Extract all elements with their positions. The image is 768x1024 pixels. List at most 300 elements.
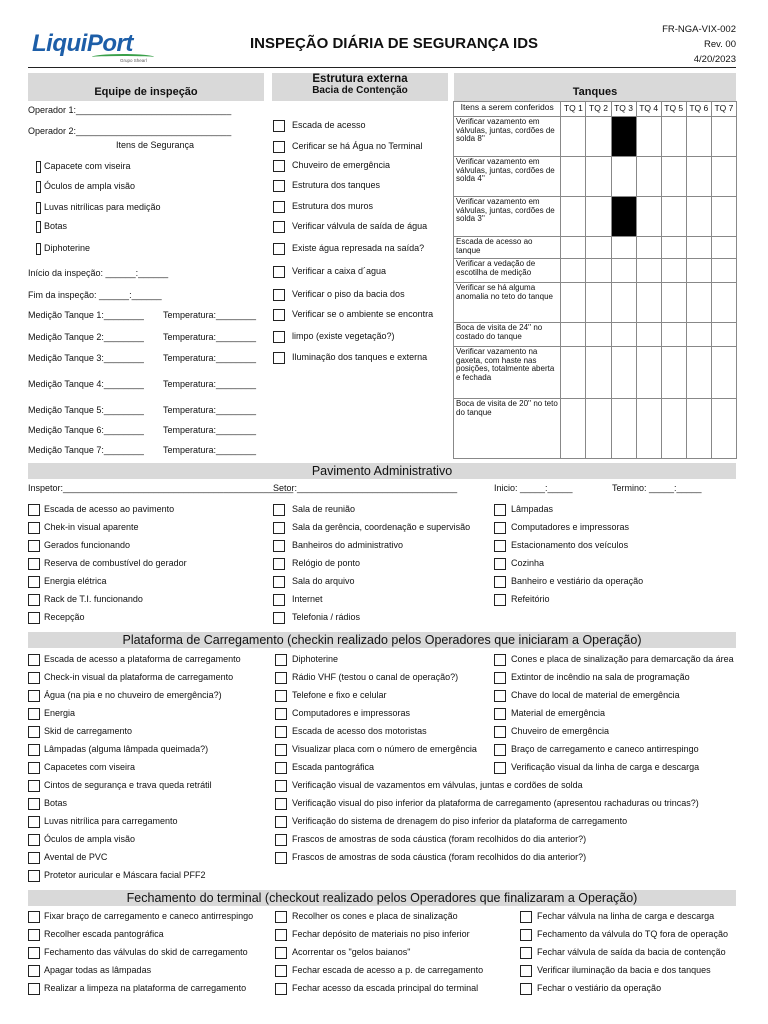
checkbox[interactable]	[494, 762, 506, 774]
tank-row-text: Verificar se há alguma anomalia no teto do tanque	[456, 283, 553, 301]
tank-cell[interactable]	[711, 347, 736, 399]
checkbox[interactable]	[28, 540, 40, 552]
checklist-label: Recolher os cones e placa de sinalização	[292, 911, 458, 921]
checkbox[interactable]	[273, 331, 285, 343]
tank-cell[interactable]	[686, 347, 711, 399]
tank-measurement-field[interactable]: Medição Tanque 1:________	[28, 310, 144, 320]
tank-cell[interactable]	[636, 197, 661, 237]
operator1-field[interactable]: Operador 1:_______________________________	[28, 105, 232, 115]
checkbox[interactable]	[28, 929, 40, 941]
checklist-label: Estacionamento dos veículos	[511, 540, 629, 550]
checkbox[interactable]	[275, 708, 287, 720]
checkbox[interactable]	[275, 929, 287, 941]
tank-cell[interactable]	[661, 259, 686, 283]
checkbox[interactable]	[28, 522, 40, 534]
checkbox[interactable]	[273, 221, 285, 233]
checklist-label: Luvas nitrílica para carregamento	[44, 816, 178, 826]
checklist-label: Verificação do sistema de drenagem do piso inferior da plataforma de carregamento	[292, 816, 628, 826]
tank-cell[interactable]	[661, 117, 686, 157]
checklist-label: Frascos de amostras de soda cáustica (foram recolhidos do dia anterior?)	[292, 852, 587, 862]
checklist-label: Visualizar placa com o número de emergência	[292, 744, 477, 754]
inspetor-field[interactable]: Inspetor:______________________________________________	[28, 483, 294, 493]
tank-cell[interactable]	[711, 117, 736, 157]
checkbox[interactable]	[520, 911, 532, 923]
checkbox[interactable]	[28, 816, 40, 828]
tank-cell[interactable]	[611, 283, 636, 323]
checkbox[interactable]	[273, 201, 285, 213]
checklist-label: Fechar válvula de saída da bacia de contenção	[537, 947, 726, 957]
checkbox[interactable]	[273, 540, 285, 552]
checklist-label: Chuveiro de emergência	[511, 726, 610, 736]
checklist-label: Telefonia / rádios	[292, 612, 361, 622]
checklist-label: Chave do local de material de emergência	[511, 690, 680, 700]
checklist-label: Fechar válvula na linha de carga e descarga	[537, 911, 715, 921]
checklist-label: Iluminação dos tanques e externa	[292, 352, 428, 362]
checklist-label: Diphoterine	[292, 654, 339, 664]
checkbox[interactable]	[273, 309, 285, 321]
checkbox[interactable]	[275, 726, 287, 738]
page-title: INSPEÇÃO DIÁRIA DE SEGURANÇA IDS	[249, 35, 539, 52]
tank-cell[interactable]	[586, 117, 611, 157]
checklist-label: Cerificar se há Água no Terminal	[292, 141, 423, 151]
checkbox[interactable]	[28, 947, 40, 959]
checkbox[interactable]	[36, 221, 41, 233]
tank-column-header: TQ 7	[711, 102, 736, 117]
tank-cell[interactable]	[561, 283, 586, 323]
checkbox[interactable]	[273, 160, 285, 172]
tank-cell[interactable]	[561, 347, 586, 399]
checkbox[interactable]	[28, 852, 40, 864]
checkbox[interactable]	[28, 504, 40, 516]
tank-cell[interactable]	[586, 283, 611, 323]
checklist-label: Fechamento das válvulas do skid de carregamento	[44, 947, 248, 957]
checklist-label: Internet	[292, 594, 323, 604]
checkbox[interactable]	[28, 690, 40, 702]
checklist-label: Fixar braço de carregamento e caneco antirrespingo	[44, 911, 254, 921]
checklist-label: Rack de T.I. funcionando	[44, 594, 143, 604]
checklist-label: Botas	[44, 221, 68, 231]
tank-column-header: TQ 4	[636, 102, 661, 117]
checklist-label: Recepção	[44, 612, 85, 622]
checklist-label: Energia	[44, 708, 76, 718]
checklist-label: Escada de acesso dos motoristas	[292, 726, 427, 736]
checkbox[interactable]	[36, 161, 41, 173]
tank-row	[454, 197, 737, 237]
tank-row-label	[454, 197, 561, 237]
tank-cell[interactable]	[561, 237, 586, 259]
checklist-label: Fechar o vestiário da operação	[537, 983, 662, 993]
tank-column-header: TQ 5	[661, 102, 686, 117]
checklist-label: Chek-in visual aparente	[44, 522, 139, 532]
tank-cell[interactable]	[586, 399, 611, 459]
tank-cell[interactable]	[686, 237, 711, 259]
checklist-label: Frascos de amostras de soda cáustica (foram recolhidos do dia anterior?)	[292, 834, 587, 844]
tank-row-label	[454, 347, 561, 399]
checkbox[interactable]	[28, 576, 40, 588]
checklist-label: Energia elétrica	[44, 576, 107, 586]
checklist-label: Verificar se o ambiente se encontra	[292, 309, 434, 319]
checklist-label: Verificar a caixa d´agua	[292, 266, 387, 276]
checklist-label: Fechar depósito de materiais no piso inferior	[292, 929, 470, 939]
checkbox[interactable]	[28, 911, 40, 923]
plataforma-header: Plataforma de Carregamento (checkin realizado pelos Operadores que iniciaram a Operação)	[28, 632, 736, 648]
checkbox[interactable]	[28, 965, 40, 977]
checklist-label: Fechar acesso da escada principal do terminal	[292, 983, 479, 993]
tank-cell[interactable]	[686, 399, 711, 459]
checklist-label: Computadores e impressoras	[511, 522, 630, 532]
checklist-label: Chuveiro de emergência	[292, 160, 391, 170]
tank-cell[interactable]	[586, 157, 611, 197]
tank-cell-blocked	[611, 117, 636, 157]
tank-row-label	[454, 259, 561, 283]
checkbox[interactable]	[275, 798, 287, 810]
tank-measurement-field[interactable]: Medição Tanque 3:________	[28, 353, 144, 363]
tank-cell[interactable]	[636, 399, 661, 459]
tank-cell[interactable]	[711, 283, 736, 323]
tank-row	[454, 237, 737, 259]
doc-code: FR-NGA-VIX-002	[662, 24, 736, 35]
checklist-label: Gerados funcionando	[44, 540, 131, 550]
tank-cell[interactable]	[611, 237, 636, 259]
checkbox[interactable]	[494, 708, 506, 720]
checklist-label: Escada pantográfica	[292, 762, 375, 772]
checkbox[interactable]	[494, 654, 506, 666]
temperature-field[interactable]: Temperatura:________	[163, 445, 257, 455]
checkbox[interactable]	[273, 522, 285, 534]
tank-cell[interactable]	[561, 399, 586, 459]
checkbox[interactable]	[273, 576, 285, 588]
tank-cell[interactable]	[636, 323, 661, 347]
doc-date: 4/20/2023	[693, 54, 736, 65]
checklist-label: Botas	[44, 798, 68, 808]
checkbox[interactable]	[273, 352, 285, 364]
tank-row-text: Verificar vazamento em válvulas, juntas, cordões de solda 4''	[456, 157, 555, 183]
tank-row-text: Verificar vazamento em válvulas, juntas, cordões de solda 3''	[456, 197, 555, 223]
checkbox[interactable]	[28, 870, 40, 882]
tank-cell[interactable]	[686, 323, 711, 347]
checkbox[interactable]	[273, 266, 285, 278]
checkbox[interactable]	[28, 672, 40, 684]
tank-measurement-field[interactable]: Medição Tanque 2:________	[28, 332, 144, 342]
checkbox[interactable]	[520, 965, 532, 977]
tank-cell[interactable]	[586, 197, 611, 237]
tank-measurement-field[interactable]: Medição Tanque 7:________	[28, 445, 144, 455]
tank-row	[454, 117, 737, 157]
tank-cell[interactable]	[561, 323, 586, 347]
checkbox[interactable]	[520, 983, 532, 995]
tanques-header: Tanques	[454, 73, 736, 101]
checkbox[interactable]	[275, 690, 287, 702]
tank-cell[interactable]	[586, 323, 611, 347]
checkbox[interactable]	[36, 181, 41, 193]
tank-cell[interactable]	[686, 259, 711, 283]
checkbox[interactable]	[273, 612, 285, 624]
checklist-label: Computadores e impressoras	[292, 708, 411, 718]
checklist-label: Material de emergência	[511, 708, 606, 718]
tank-cell[interactable]	[686, 283, 711, 323]
tank-cell[interactable]	[636, 259, 661, 283]
tank-cell-blocked	[611, 197, 636, 237]
checkbox[interactable]	[494, 672, 506, 684]
tank-column-header: TQ 2	[586, 102, 611, 117]
tank-cell[interactable]	[586, 259, 611, 283]
checkbox[interactable]	[273, 180, 285, 192]
checkbox[interactable]	[494, 726, 506, 738]
tank-cell[interactable]	[661, 283, 686, 323]
checklist-label: Água (na pia e no chuveiro de emergência?)	[44, 690, 222, 700]
safety-items-title: Itens de Segurança	[116, 140, 195, 150]
checklist-label: Escada de acesso ao pavimento	[44, 504, 175, 514]
checkbox[interactable]	[520, 929, 532, 941]
checklist-label: Fechamento da válvula do TQ fora de operação	[537, 929, 728, 939]
checklist-label: Verificar o piso da bacia dos	[292, 289, 405, 299]
inspection-start[interactable]: Início da inspeção: ______:______	[28, 268, 169, 278]
checklist-label: Telefone e fixo e celular	[292, 690, 387, 700]
checkbox[interactable]	[275, 672, 287, 684]
checklist-label: Óculos de ampla visão	[44, 834, 136, 844]
checkbox[interactable]	[28, 798, 40, 810]
checklist-label: Avental de PVC	[44, 852, 108, 862]
checkbox[interactable]	[36, 202, 41, 214]
inicio-field[interactable]: Inicio: _____:_____	[494, 483, 573, 493]
tank-row-label	[454, 157, 561, 197]
checklist-label: Escada de acesso a plataforma de carregamento	[44, 654, 241, 664]
checkbox[interactable]	[28, 780, 40, 792]
tank-items-header: Itens a serem conferidos	[454, 102, 561, 117]
tank-row-text: Boca de visita de 20'' no teto do tanque	[456, 399, 558, 417]
operator2-field[interactable]: Operador 2:_______________________________	[28, 126, 232, 136]
tank-row-text: Boca de visita de 24'' no costado do tanque	[456, 323, 543, 341]
checkbox[interactable]	[28, 594, 40, 606]
estrutura-header: Estrutura externa Bacia de Contenção	[272, 73, 448, 101]
tank-cell[interactable]	[711, 237, 736, 259]
tank-cell[interactable]	[686, 197, 711, 237]
checkbox[interactable]	[28, 762, 40, 774]
checklist-label: Luvas nitrílicas para medição	[44, 202, 161, 212]
checkbox[interactable]	[275, 780, 287, 792]
checkbox[interactable]	[275, 744, 287, 756]
tank-row	[454, 259, 737, 283]
logo-subtitle: Grupo Shearl	[120, 58, 147, 63]
checkbox[interactable]	[275, 816, 287, 828]
checkbox[interactable]	[275, 965, 287, 977]
setor-field[interactable]: Setor:________________________________	[273, 483, 458, 493]
checkbox[interactable]	[273, 120, 285, 132]
checkbox[interactable]	[28, 654, 40, 666]
checklist-label: Verificar iluminação da bacia e dos tanques	[537, 965, 711, 975]
checkbox[interactable]	[494, 594, 506, 606]
tank-measurement-field[interactable]: Medição Tanque 6:________	[28, 425, 144, 435]
checkbox[interactable]	[28, 834, 40, 846]
checklist-label: Sala da gerência, coordenação e supervisão	[292, 522, 471, 532]
tank-cell[interactable]	[561, 117, 586, 157]
temperature-field[interactable]: Temperatura:________	[163, 405, 257, 415]
tank-cell[interactable]	[561, 259, 586, 283]
tank-row-label	[454, 237, 561, 259]
tank-cell[interactable]	[711, 323, 736, 347]
tank-cell[interactable]	[586, 237, 611, 259]
checklist-label: Cones e placa de sinalização para demarcação da área	[511, 654, 734, 664]
checklist-label: Realizar a limpeza na plataforma de carregamento	[44, 983, 247, 993]
tank-cell[interactable]	[661, 237, 686, 259]
checkbox[interactable]	[28, 708, 40, 720]
tank-cell[interactable]	[661, 347, 686, 399]
tank-column-header: TQ 1	[561, 102, 586, 117]
tank-cell[interactable]	[686, 157, 711, 197]
tank-measurement-field[interactable]: Medição Tanque 4:________	[28, 379, 144, 389]
checkbox[interactable]	[520, 947, 532, 959]
checklist-label: Cozinha	[511, 558, 545, 568]
pavimento-header: Pavimento Administrativo	[28, 463, 736, 479]
tank-row	[454, 399, 737, 459]
tank-cell[interactable]	[636, 347, 661, 399]
checkbox[interactable]	[273, 558, 285, 570]
tank-row	[454, 283, 737, 323]
temperature-field[interactable]: Temperatura:________	[163, 425, 257, 435]
tank-row-label	[454, 283, 561, 323]
checkbox[interactable]	[275, 947, 287, 959]
checklist-label: Verificar válvula de saída de água	[292, 221, 428, 231]
checklist-label: Check-in visual da plataforma de carregamento	[44, 672, 234, 682]
temperature-field[interactable]: Temperatura:________	[163, 310, 257, 320]
checklist-label: Rádio VHF (testou o canal de operação?)	[292, 672, 459, 682]
termino-field[interactable]: Termino: _____:_____	[612, 483, 702, 493]
tank-row-label	[454, 323, 561, 347]
header-divider	[28, 67, 736, 68]
tank-cell[interactable]	[661, 323, 686, 347]
checklist-label: limpo (existe vegetação?)	[292, 331, 395, 341]
tank-cell[interactable]	[611, 157, 636, 197]
checklist-label: Lâmpadas	[511, 504, 554, 514]
checklist-label: Reserva de combustível do gerador	[44, 558, 187, 568]
tank-cell[interactable]	[611, 347, 636, 399]
checklist-label: Relógio de ponto	[292, 558, 361, 568]
checklist-label: Cintos de segurança e trava queda retrátil	[44, 780, 212, 790]
checklist-label: Acorrentar os "gelos baianos"	[292, 947, 411, 957]
checklist-label: Estrutura dos tanques	[292, 180, 381, 190]
tank-cell[interactable]	[711, 399, 736, 459]
tank-cell[interactable]	[711, 259, 736, 283]
checkbox[interactable]	[275, 852, 287, 864]
checklist-label: Banheiro e vestiário da operação	[511, 576, 644, 586]
tank-cell[interactable]	[661, 157, 686, 197]
tank-cell[interactable]	[561, 157, 586, 197]
checkbox[interactable]	[494, 744, 506, 756]
tank-header-row	[454, 102, 737, 117]
tank-cell[interactable]	[661, 197, 686, 237]
checklist-label: Verificação visual da linha de carga e descarga	[511, 762, 700, 772]
doc-revision: Rev. 00	[703, 39, 736, 50]
checklist-label: Verificação visual de vazamentos em válvulas, juntas e cordões de solda	[292, 780, 583, 790]
checklist-label: Banheiros do administrativo	[292, 540, 404, 550]
checklist-label: Capacetes com viseira	[44, 762, 136, 772]
tank-cell[interactable]	[711, 197, 736, 237]
tank-cell[interactable]	[611, 323, 636, 347]
checkbox[interactable]	[494, 576, 506, 588]
checkbox[interactable]	[273, 141, 285, 153]
checklist-label: Skid de carregamento	[44, 726, 133, 736]
checkbox[interactable]	[275, 654, 287, 666]
tank-cell[interactable]	[611, 399, 636, 459]
checkbox[interactable]	[28, 983, 40, 995]
tank-row	[454, 347, 737, 399]
checkbox[interactable]	[275, 762, 287, 774]
checklist-label: Capacete com viseira	[44, 161, 131, 171]
checkbox[interactable]	[28, 558, 40, 570]
checklist-label: Óculos de ampla visão	[44, 181, 136, 191]
checkbox[interactable]	[494, 690, 506, 702]
tank-cell[interactable]	[611, 259, 636, 283]
checklist-label: Verificação visual do piso inferior da plataforma de carregamento (apresentou rachaduras ou trincas?)	[292, 798, 699, 808]
checkbox[interactable]	[28, 744, 40, 756]
checklist-label: Fechar escada de acesso a p. de carregamento	[292, 965, 484, 975]
checklist-label: Diphoterine	[44, 243, 91, 253]
tank-cell[interactable]	[586, 347, 611, 399]
checkbox[interactable]	[28, 726, 40, 738]
checkbox[interactable]	[494, 540, 506, 552]
inspection-end[interactable]: Fim da inspeção: ______:______	[28, 290, 162, 300]
checkbox[interactable]	[36, 243, 41, 255]
tank-row-text: Verificar vazamento em válvulas, juntas, cordões de solda 8''	[456, 117, 555, 143]
tank-cell[interactable]	[686, 117, 711, 157]
tank-cell[interactable]	[636, 283, 661, 323]
checklist-label: Protetor auricular e Máscara facial PFF2	[44, 870, 206, 880]
checklist-label: Refeitório	[511, 594, 550, 604]
tank-row-text: Verificar vazamento na gaxeta, com haste nas posições, totalmente aberta e fechada	[456, 347, 555, 382]
tank-row	[454, 323, 737, 347]
checkbox[interactable]	[494, 558, 506, 570]
team-header: Equipe de inspeção	[28, 73, 264, 101]
tank-cell[interactable]	[636, 117, 661, 157]
checklist-label: Extintor de incêndio na sala de programação	[511, 672, 690, 682]
checkbox[interactable]	[275, 983, 287, 995]
temperature-field[interactable]: Temperatura:________	[163, 353, 257, 363]
temperature-field[interactable]: Temperatura:________	[163, 332, 257, 342]
checkbox[interactable]	[494, 504, 506, 516]
checklist-label: Apagar todas as lâmpadas	[44, 965, 152, 975]
logo	[32, 30, 162, 70]
tank-cell[interactable]	[636, 237, 661, 259]
tank-cell[interactable]	[636, 157, 661, 197]
tank-row-text: Escada de acesso ao tanque	[456, 237, 533, 255]
tank-row	[454, 157, 737, 197]
checkbox[interactable]	[273, 504, 285, 516]
checkbox[interactable]	[275, 834, 287, 846]
tank-table	[453, 101, 737, 459]
checklist-label: Existe água represada na saída?	[292, 243, 425, 253]
tank-cell[interactable]	[711, 157, 736, 197]
tank-row-label	[454, 117, 561, 157]
tank-row-label	[454, 399, 561, 459]
checklist-label: Lâmpadas (alguma lâmpada queimada?)	[44, 744, 209, 754]
checkbox[interactable]	[273, 289, 285, 301]
checklist-label: Escada de acesso	[292, 120, 366, 130]
fechamento-header: Fechamento do terminal (checkout realizado pelos Operadores que finalizaram a Operação)	[28, 890, 736, 906]
checkbox[interactable]	[273, 594, 285, 606]
logo-text: LiquiPort	[32, 30, 133, 57]
checkbox[interactable]	[28, 612, 40, 624]
checklist-label: Braço de carregamento e caneco antirrespingo	[511, 744, 699, 754]
tank-cell[interactable]	[561, 197, 586, 237]
tank-cell[interactable]	[661, 399, 686, 459]
checkbox[interactable]	[275, 911, 287, 923]
temperature-field[interactable]: Temperatura:________	[163, 379, 257, 389]
tank-measurement-field[interactable]: Medição Tanque 5:________	[28, 405, 144, 415]
tank-row-text: Verificar a vedação de escotilha de medição	[456, 259, 536, 277]
checklist-label: Recolher escada pantográfica	[44, 929, 164, 939]
checkbox[interactable]	[273, 243, 285, 255]
checkbox[interactable]	[494, 522, 506, 534]
